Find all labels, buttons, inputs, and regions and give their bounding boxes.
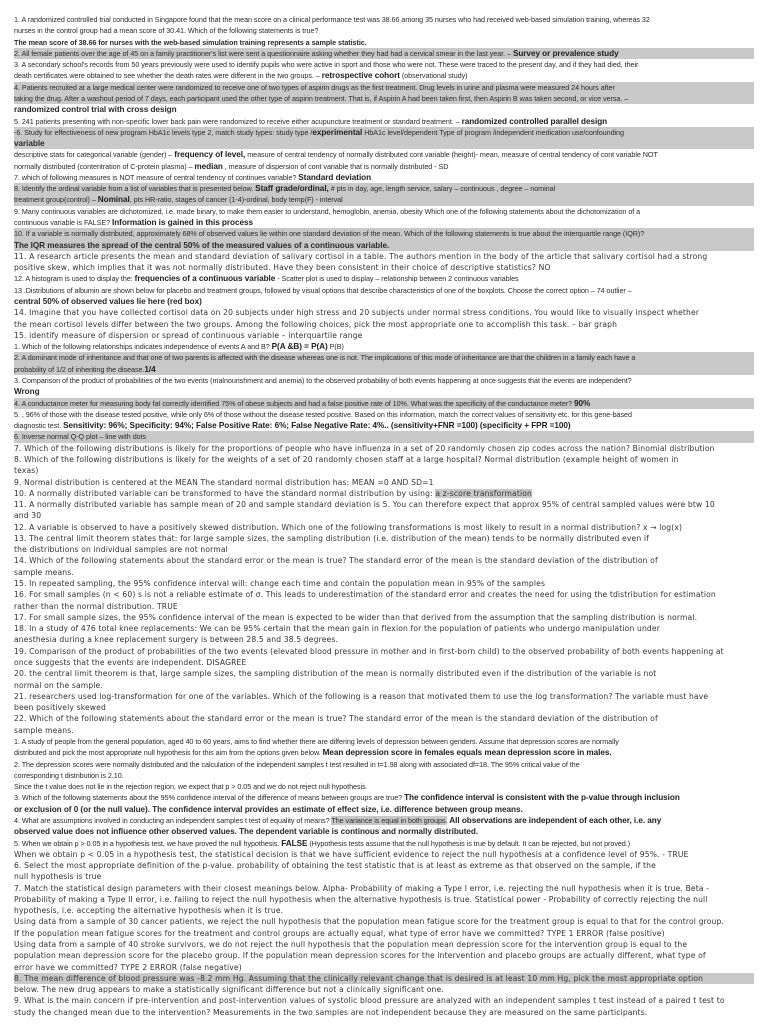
- text-line: [14, 341, 754, 352]
- text-line: [14, 25, 754, 36]
- line-text: population mean depression score for the placebo group. If the population mean depression scores for the intervention and placebo groups are actually different, what type of: [14, 951, 706, 961]
- answer-text: All observations are independent of each other, i.e. any: [447, 815, 662, 825]
- answer-text: The confidence interval is consistent with the p-value through inclusion: [404, 793, 680, 803]
- text-line: [14, 725, 754, 736]
- line-text: Wrong: [14, 387, 40, 397]
- text-line: [14, 183, 754, 194]
- line-text: Using data from a sample of 40 stroke survivors, we do not reject the null hypothesis that the population mean depression score for the intervention group is equal to the: [14, 940, 688, 950]
- text-line: [14, 194, 754, 205]
- line-text: 9. What is the main concern if pre-intervention and post-intervention values of systolic blood pressure are analyzed with an independent samples t test instead of a paired t test to: [14, 996, 725, 1006]
- text-line: [14, 905, 754, 916]
- text-line: [14, 657, 754, 668]
- line-text: distributed and pick the most appropriate null hypothesis for this aim from the options given below.: [14, 748, 323, 758]
- answer-text: 90%: [574, 398, 591, 408]
- line-text: normal on the sample.: [14, 680, 103, 690]
- text-line: [14, 375, 754, 386]
- line-text: 13. The central limit theorem states that: for large sample sizes, the sampling distribution (i.e. distribution of the mean) tends to be normally distributed even if: [14, 533, 649, 543]
- line-text: 6. Inverse normal Q-Q plot – line with dots: [14, 432, 147, 442]
- answer-text: retrospective cohort: [321, 71, 400, 81]
- text-line: [14, 883, 754, 894]
- text-line: [14, 454, 754, 465]
- text-line: [14, 488, 754, 499]
- text-line: [14, 386, 754, 397]
- line-text: null hypothesis is true: [14, 872, 102, 882]
- line-text: 1. Which of the following relationships indicates independence of events A and B?: [14, 342, 272, 352]
- answer-text: Information is gained in this process: [111, 218, 253, 228]
- text-line: [14, 747, 754, 758]
- line-text: the mean cortisol levels differ between the two groups. Among the following choices, pick the most appropriate one to accomplish this task. – bar graph: [14, 319, 618, 329]
- line-text: 21. researchers used log-transformation for one of the variables. Which of the following is a reason that motivated them to use the log transformation? The variable must have: [14, 691, 709, 701]
- text-line: [14, 240, 754, 251]
- text-line: [14, 59, 754, 70]
- line-text: 5. When we obtain p > 0.05 in a hypothesis test, we have proved the null hypothesis.: [14, 838, 282, 848]
- text-line: [14, 127, 754, 138]
- line-text: 4. What are assumptions involved in conducting an independent samples t test of equality of means?: [14, 815, 332, 825]
- line-text: 10. A normally distributed variable can be transformed to have the standard normal distribution by using:: [14, 488, 436, 498]
- line-text: normally distributed (contentration of C-protein plasma) –: [14, 161, 195, 171]
- line-text: diagnostic test.: [14, 421, 64, 431]
- text-line: [14, 330, 754, 341]
- line-text: 15. identify measure of dispersion or spread of continuous variable – interquartile range: [14, 330, 363, 340]
- text-line: [14, 781, 754, 792]
- text-line: [14, 962, 754, 973]
- text-line: [14, 206, 754, 217]
- line-text: 3. Which of the following statements about the 95% confidence interval of the difference of means between groups are true?: [14, 793, 405, 803]
- highlighted-text: a z-score transformation: [435, 488, 532, 498]
- line-text: 8. The mean difference of blood pressure was -8.2 mm Hg. Assuming that the clinically relevant change that is desired is at least 10 mm Hg, pick the most appropriate option: [14, 973, 704, 983]
- line-text: 12. A variable is observed to have a positively skewed distribution. Which one of the following transformations is most likely to result in a normal distribution? x → log(x): [14, 522, 683, 532]
- text-line: [14, 431, 754, 442]
- text-line: [14, 273, 754, 284]
- text-line: [14, 871, 754, 882]
- line-text: 1. A study of people from the general population, aged 40 to 60 years, aims to find whether there are differing levels of depression between genders. Assume that depression scores are normally: [14, 736, 619, 746]
- text-line: [14, 849, 754, 860]
- line-text: treatment group(control) –: [14, 195, 98, 205]
- text-line: [14, 48, 754, 59]
- text-line: [14, 420, 754, 431]
- answer-text: frequency of level,: [174, 150, 246, 160]
- text-line: [14, 770, 754, 781]
- line-text: 8. Which of the following distributions is likely for the weights of a set of 20 randomly chosen staff at a large hospital? Normal distribution (example height of women in: [14, 454, 679, 464]
- line-text: 22. Which of the following statements about the standard error or the mean is true? The standard error of the mean is the standard deviation of the distribution of: [14, 714, 658, 724]
- text-line: [14, 984, 754, 995]
- line-text: texas): [14, 466, 39, 476]
- text-line: [14, 804, 754, 815]
- text-line: [14, 116, 754, 127]
- line-continuation: , pts HR-ratio, stages of cancer (1-4)-ordinal, body temp(F) - interval: [129, 195, 343, 205]
- text-line: [14, 792, 754, 803]
- text-line: [14, 499, 754, 510]
- text-line: [14, 995, 754, 1006]
- text-line: [14, 680, 754, 691]
- line-text: 2. The depression scores were normally distributed and the calculation of the independent samples t test resulted in t=1.98 along with associated df=18. The 95% critical value of the: [14, 759, 580, 769]
- line-text: 15. In repeated sampling, the 95% confidence interval will: change each time and contain the population mean in 95% of the samples: [14, 579, 546, 589]
- line-text: 20. the central limit theorem is that, large sample sizes, the sampling distribution of the mean is normally distributed even if the distribution of the variable is not: [14, 669, 657, 679]
- line-continuation: - Scatter plot is used to display – relationship between 2 continuous variables: [275, 274, 519, 284]
- line-continuation: P(B): [327, 342, 344, 352]
- text-line: [14, 262, 754, 273]
- text-line: [14, 533, 754, 544]
- text-line: [14, 93, 754, 104]
- line-continuation: , measure of dispersion of cont variable that is normally distributed - SD: [222, 161, 449, 171]
- text-line: [14, 601, 754, 612]
- line-text: and 30: [14, 511, 42, 521]
- line-text: study the changed mean due to the intervention? Measurements in the two samples are not independent because they are measured on the same participants.: [14, 1007, 648, 1017]
- line-text: hypothesis, i.e. accepting the alternative hypothesis when it is true.: [14, 906, 284, 916]
- text-line: [14, 826, 754, 837]
- highlighted-text: The variance is equal in both groups.: [331, 815, 448, 825]
- answer-text: Staff grade/ordinal,: [255, 184, 329, 194]
- line-text: 11. A normally distributed variable has sample mean of 20 and sample standard deviation is 5. You can therefore expect that approx 95% of central sampled values were btw 10: [14, 500, 715, 510]
- text-line: [14, 950, 754, 961]
- text-line: [14, 759, 754, 770]
- text-line: [14, 319, 754, 330]
- line-text: 6. Select the most appropriate definition of the p-value. probability of obtaining the test statistic that is at least as extreme as that observed on the sample, if the: [14, 861, 656, 871]
- line-continuation: (observational study): [399, 71, 468, 81]
- text-line: [14, 352, 754, 363]
- line-text: below. The new drug appears to make a statistically significant difference but not a clinically significant one.: [14, 985, 444, 995]
- answer-text: median: [194, 161, 223, 171]
- answer-text: Mean depression score in females equals mean depression score in males.: [322, 748, 612, 758]
- line-text: 17. For small sample sizes, the 95% confidence interval of the mean is expected to be wider than that derived from the assumption that the sampling distribution is normal.: [14, 612, 698, 622]
- text-line: [14, 14, 754, 25]
- line-text: corresponding t distribution is 2.10.: [14, 770, 124, 780]
- answer-text: Sensitivity: 96%; Specificity: 94%; False Positive Rate: 6%; False Negative Rate: 4%.. (sensitivity+FNR =100) (specificity + FPR =100): [63, 421, 571, 431]
- text-line: [14, 104, 754, 115]
- line-text: 18. In a study of 476 total knee replacements: We can be 95% certain that the mean gain in flexion for the population of patients who undergo manipulation under: [14, 624, 660, 634]
- text-line: [14, 409, 754, 420]
- line-text: the distributions on individual samples are not normal: [14, 545, 228, 555]
- text-line: [14, 285, 754, 296]
- text-line: [14, 928, 754, 939]
- text-line: [14, 894, 754, 905]
- text-line: [14, 973, 754, 984]
- text-line: [14, 578, 754, 589]
- answer-text: Nominal: [97, 195, 130, 205]
- text-line: [14, 251, 754, 262]
- line-text: When we obtain p < 0.05 in a hypothesis test, the statistical decision is that we have sufficient evidence to reject the null hypothesis at a confidence level of 95%. - TRUE: [14, 849, 689, 859]
- text-line: [14, 668, 754, 679]
- line-text: been positively skewed: [14, 703, 106, 713]
- text-line: [14, 510, 754, 521]
- text-line: [14, 296, 754, 307]
- line-text: 13 .Distributions of albumin are shown below for placebo and treatment groups, followed by visual options that describe characteristics of one of the boxplots. Choose the correct option – 74 outlier –: [14, 285, 632, 295]
- text-line: [14, 544, 754, 555]
- line-text: 2. A dominant mode of inheritance and that one of two parents is affected with the disease whereas one is not. The implications of this mode of inheritance are that the children in a family each have a: [14, 353, 636, 363]
- line-text: sample means.: [14, 567, 74, 577]
- text-line: [14, 916, 754, 927]
- text-line: [14, 522, 754, 533]
- answer-text: Survey or prevalence study: [512, 48, 619, 58]
- line-text: 1. A randomized controlled trial conducted in Singapore found that the mean score on a clinical performance test was 38.66 among 35 nurses who had received web-based simulation training, whereas 32: [14, 15, 650, 24]
- line-text: variable: [14, 139, 45, 149]
- line-text: 7. Which of the following distributions is likely for the proportions of people who have influenza in a set of 20 randomly chosen zip codes across the nation? Binomial distribution: [14, 443, 715, 453]
- line-text: 10. If a variable is normally distributed, approximately 68% of observed values lie within one standard deviation of the mean. Which of the following statements is true about the interquartile range (IQR)?: [14, 229, 645, 239]
- answer-text: experimental: [312, 127, 363, 137]
- line-text: 2. All female patients over the age of 45 on a family practitioner's list were sent a questionnaire asking whether they had had a cervical smear in the last year. –: [14, 48, 513, 58]
- text-line: [14, 736, 754, 747]
- text-line: [14, 37, 754, 48]
- line-text: descriptive stats for categorical variable (gender) –: [14, 150, 175, 160]
- line-text: Probability of making a Type II error, i.e. failing to reject the null hypothesis when the alternative hypothesis is true. Statistical power - Probability of correctly rejecting the null: [14, 894, 708, 904]
- line-text: rather than the normal distribution. TRUE: [14, 601, 178, 611]
- line-text: error have we committed? TYPE 2 ERROR (false negative): [14, 962, 242, 972]
- line-text: 7. Match the statistical design parameters with their closest meanings below. Alpha- Probability of making a Type I error, i.e. rejecting the null hypothesis when it is true. Beta -: [14, 883, 710, 893]
- line-text: 4. Patients recruited at a large medical center were randomized to receive one of two types of aspirin drugs as the first treatment. Drug levels in urine and plasma were measured 24 hours after: [14, 82, 615, 92]
- line-continuation: measure of central tendency of normally distributed cont variable (height)- mean, measure of central tendency of cont variable NOT: [245, 150, 658, 160]
- line-text: 4. A conductance meter for measuring body fat correctly identified 75% of obese subjects and had a false positive rate of 10%. What was the specificity of the conductance meter?: [14, 398, 575, 408]
- text-line: [14, 567, 754, 578]
- line-text: Using data from a sample of 30 cancer patients, we reject the null hypothesis that the population mean fatigue score for the treatment group is equal to that for the control group.: [14, 917, 724, 927]
- text-line: [14, 555, 754, 566]
- text-line: [14, 838, 754, 849]
- line-text: 5. 241 patients presenting with non-specific lower back pain were randomized to receive either acupuncture treatment or standard treatment. –: [14, 116, 462, 126]
- line-text: 14. Which of the following statements about the standard error or the mean is true? The standard error of the mean is the standard deviation of the distribution of: [14, 556, 658, 566]
- text-line: [14, 623, 754, 634]
- line-text: continuous variable is FALSE?: [14, 218, 112, 228]
- text-line: [14, 70, 754, 81]
- text-line: [14, 860, 754, 871]
- text-line: [14, 398, 754, 409]
- answer-text: FALSE: [281, 838, 308, 848]
- text-line: [14, 939, 754, 950]
- text-line: [14, 217, 754, 228]
- line-text: sample means.: [14, 725, 74, 735]
- line-text: once suggests that the events are independent. DISAGREE: [14, 658, 247, 667]
- text-line: [14, 443, 754, 454]
- line-continuation: (Hypothesis tests assume that the null hypothesis is true by default. It can be rejected, but not proved.): [307, 838, 631, 848]
- line-text: 12. A histogram is used to display the:: [14, 274, 135, 284]
- line-text: nurses in the control group had a mean score of 30.41. Which of the following statements is true?: [14, 26, 319, 36]
- text-line: [14, 307, 754, 318]
- line-text: 3. Comparison of the product of probabilities of the two events (malnourishment and anemia) to the observed probability of both events happening at once suggests that the events are independent?: [14, 375, 632, 385]
- line-text: randomized control trial with cross design: [14, 105, 177, 115]
- line-text: anesthesia during a knee replacement surgery is between 28.5 and 38.5 degrees.: [14, 635, 339, 645]
- text-line: [14, 815, 754, 826]
- text-line: [14, 713, 754, 724]
- text-line: [14, 702, 754, 713]
- line-text: 9. Many continuous variables are dichotomized, i.e. made binary, to make them easier to understand, hemoglobin, anemia, obesity Which one of the following statements about the dichotomization of a: [14, 206, 641, 216]
- line-text: 8. Identify the ordinal variable from a list of variables that is presented below.: [14, 184, 256, 194]
- line-continuation: HbA1c level/dependent Type of program /independent medication use/confounding: [362, 127, 624, 137]
- text-line: [14, 82, 754, 93]
- line-text: central 50% of observed values lie here (red box): [14, 297, 202, 307]
- line-text: 16. For small samples (n < 60) s is not a reliable estimate of σ. This leads to underestimation of the standard error and creates the need for using the tdistribution for estimation: [14, 590, 716, 600]
- line-text: The mean score of 38.66 for nurses with the web-based simulation training represents a sample statistic.: [14, 37, 367, 47]
- line-text: probability of 1/2 of inheriting the disease.: [14, 364, 145, 374]
- text-line: [14, 228, 754, 239]
- line-text: 11. A research article presents the mean and standard deviation of salivary cortisol in a table. The authors mention in the body of the article that salivary cortisol had a strong: [14, 251, 708, 261]
- line-text: observed value does not influence other observed values. The dependent variable is continous and normally distributed.: [14, 827, 479, 837]
- line-continuation: # pts in day, age, length service, salary – continuous , degree – nominal: [328, 184, 556, 194]
- answer-text: 1/4: [144, 364, 156, 374]
- text-line: [14, 1007, 754, 1018]
- line-text: -6. Study for effectiveness of new program HbA1c levels type 2, match study types: study type /: [14, 127, 313, 137]
- text-line: [14, 646, 754, 657]
- text-line: [14, 691, 754, 702]
- line-text: The IQR measures the spread of the central 50% of the measured values of a continuous variable.: [14, 240, 390, 250]
- line-text: 5. , 96% of those with the disease tested positive, while only 6% of those without the disease tested positive. Based on this information, match the correct values of sensitivity etc. for this gene-based: [14, 409, 632, 419]
- text-line: [14, 589, 754, 600]
- text-line: [14, 465, 754, 476]
- text-line: [14, 138, 754, 149]
- text-line: [14, 172, 754, 183]
- line-text: or exclusion of 0 (or the null value). The confidence interval provides an estimate of effect size, i.e. difference between group means.: [14, 804, 523, 814]
- line-text: If the population mean fatigue scores for the treatment and control groups are actually equal, what type of error have we committed? TYPE 1 ERROR (false positive): [14, 928, 665, 938]
- line-text: positive skew, which implies that it was not normally distributed. Have they been consistent in their choice of descriptive statistics? NO: [14, 263, 551, 273]
- line-text: Since the t value does not lie in the rejection region, we expect that p > 0.05 and we do not reject null hypothesis: [14, 782, 366, 792]
- answer-text: frequencies of a continuous variable: [134, 274, 276, 284]
- line-text: 7. which of following measures is NOT measure of central tendency of continues variable?: [14, 172, 299, 182]
- text-line: [14, 161, 754, 172]
- line-text: 14. Imagine that you have collected cortisol data on 20 subjects under high stress and 20 subjects under normal stress conditions. You would like to visually inspect whether: [14, 308, 700, 318]
- answer-text: P(A &B) = P(A): [271, 342, 328, 352]
- line-text: 3. A secondary school's records from 50 years previously were used to identify pupils who were active in sport and those who were not. These were traced to the present day, and if they had died, their: [14, 60, 639, 70]
- text-line: [14, 364, 754, 375]
- line-text: 9. Normal distribution is centered at the MEAN The standard normal distribution has: MEAN =0 AND SD=1: [14, 477, 434, 487]
- text-line: [14, 634, 754, 645]
- text-line: [14, 149, 754, 160]
- text-line: [14, 477, 754, 488]
- text-line: [14, 612, 754, 623]
- line-text: taking the drug. After a washout period of 7 days, each participant used the other type of aspirin treatment. That is, if Aspirin A had been taken first, then Aspirin B was taken second, or vice versa. –: [14, 93, 629, 103]
- line-text: death certificates were obtained to see whether the death rates were different in the two groups. –: [14, 71, 322, 81]
- line-text: 19. Comparison of the product of probabilities of the two events (elevated blood pressure in mother and in first-born child) to the observed probability of both events happening at: [14, 646, 724, 656]
- answer-text: randomized controlled parallel design: [461, 116, 608, 126]
- answer-text: Standard deviation: [298, 172, 372, 182]
